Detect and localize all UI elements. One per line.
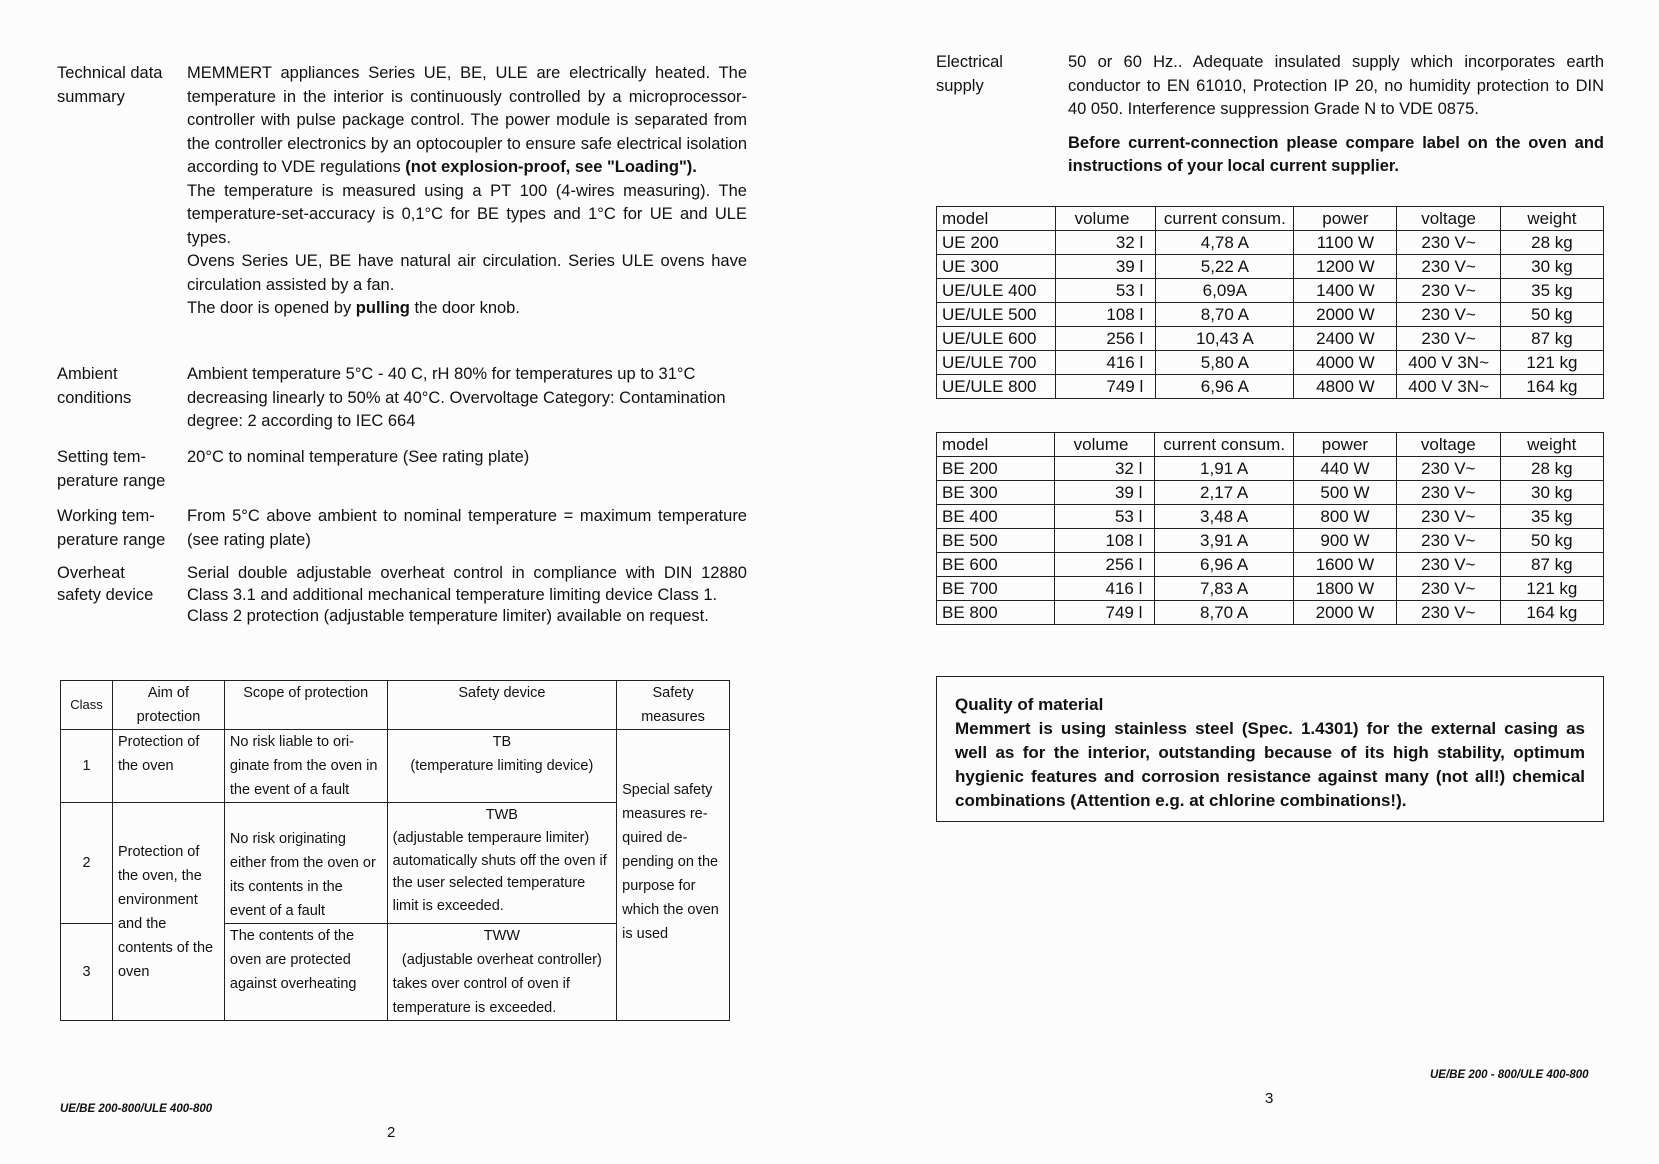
device-desc: (temperature limiting device) <box>410 758 594 774</box>
section-setting-temperature <box>57 446 747 493</box>
table-cell: 1800 W <box>1293 577 1396 601</box>
header-scope: Scope of protection <box>224 681 387 730</box>
table-cell: BE 400 <box>937 505 1055 529</box>
table-cell: 500 W <box>1293 481 1396 505</box>
table-cell: 400 V 3N~ <box>1397 351 1501 375</box>
table-cell: UE/ULE 500 <box>937 303 1056 327</box>
section-ambient-conditions <box>57 363 747 434</box>
table-row <box>937 303 1604 327</box>
table-cell: 121 kg <box>1500 577 1603 601</box>
section-overheat-safety <box>57 563 747 628</box>
section-label: Setting tem- perature range <box>57 448 166 490</box>
header-cell: power <box>1293 433 1396 457</box>
table-cell: 32 l <box>1055 231 1155 255</box>
table-cell: 2400 W <box>1294 327 1397 351</box>
table-cell: 50 kg <box>1500 303 1603 327</box>
header-cell: model <box>937 207 1056 231</box>
table-cell: 53 l <box>1055 279 1155 303</box>
section-paragraph: The temperature is measured using a PT 100 (4-wires measuring). The temperature-set-accuracy is 0,1°C for BE types and 1°C for UE and ULE types. <box>187 181 747 247</box>
table-header-row <box>937 207 1604 231</box>
header-cell: weight <box>1500 433 1603 457</box>
table-cell: 39 l <box>1055 255 1155 279</box>
class-cell: 2 <box>61 803 113 924</box>
table-cell: 230 V~ <box>1397 327 1501 351</box>
table-cell: 28 kg <box>1500 231 1603 255</box>
table-cell: 39 l <box>1054 481 1155 505</box>
table-row <box>937 351 1604 375</box>
section-label: Electrical supply <box>936 53 1003 95</box>
aim-cell: Protection of the oven, the environment and the contents of the oven <box>112 803 224 1021</box>
table-row <box>937 601 1604 625</box>
section-working-temperature <box>57 505 747 552</box>
table-cell: 1,91 A <box>1155 457 1294 481</box>
safety-class-table <box>60 680 730 1021</box>
class-cell: 1 <box>61 730 113 803</box>
table-cell: UE/ULE 700 <box>937 351 1056 375</box>
table-cell: 2000 W <box>1294 303 1397 327</box>
section-technical-data <box>57 62 747 321</box>
device-cell <box>387 730 617 803</box>
table-cell: 1400 W <box>1294 279 1397 303</box>
section-label: Ambient conditions <box>57 365 132 407</box>
table-cell: 50 kg <box>1500 529 1603 553</box>
table-cell: 8,70 A <box>1156 303 1294 327</box>
aim-cell: Protection of the oven <box>112 730 224 803</box>
header-cell: voltage <box>1397 207 1501 231</box>
table-cell: 164 kg <box>1500 601 1603 625</box>
quality-of-material-box <box>936 676 1604 822</box>
header-device: Safety device <box>387 681 617 730</box>
right-page-number: 3 <box>1265 1090 1274 1107</box>
table-cell: 8,70 A <box>1155 601 1294 625</box>
table-row <box>937 457 1604 481</box>
bold-note: Before current-connection please compare label on the oven and instructions of your local current supplier. <box>1068 133 1604 175</box>
device-name: TB <box>492 734 512 750</box>
device-desc: (adjustable overheat controller) <box>401 952 602 968</box>
table-cell: UE 200 <box>937 231 1056 255</box>
table-cell: 6,96 A <box>1156 375 1294 399</box>
header-aim: Aim of protection <box>112 681 224 730</box>
table-cell: 230 V~ <box>1397 279 1501 303</box>
section-label: Overheat safety device <box>57 564 154 604</box>
table-row <box>937 577 1604 601</box>
header-class: Class <box>61 681 113 730</box>
device-name: TWW <box>483 928 520 944</box>
table-cell: 7,83 A <box>1155 577 1294 601</box>
table-cell: 87 kg <box>1500 553 1603 577</box>
section-label: Working tem- perature range <box>57 507 166 549</box>
table-cell: 3,48 A <box>1155 505 1294 529</box>
section-paragraph: Serial double adjustable overheat control in compliance with DIN 12880 Class 3.1 and additional mechanical temperature limiting device Class 1. <box>187 564 747 604</box>
table-cell: 749 l <box>1055 375 1155 399</box>
table-cell: 256 l <box>1054 553 1155 577</box>
table-header-row <box>61 681 730 730</box>
section-paragraph: 20°C to nominal temperature (See rating plate) <box>187 448 530 466</box>
table-cell: 3,91 A <box>1155 529 1294 553</box>
table-cell: 749 l <box>1054 601 1155 625</box>
header-cell: current consum. <box>1156 207 1294 231</box>
header-measures: Safety measures <box>617 681 730 730</box>
section-paragraph: 50 or 60 Hz.. Adequate insulated supply which incorporates earth conductor to EN 61010, Protection IP 20, no humidity protection to DIN 40 050. Interference suppression Grade N to VDE 0875. <box>1068 53 1604 118</box>
table-cell: 230 V~ <box>1397 255 1501 279</box>
table-cell: 1600 W <box>1293 553 1396 577</box>
device-extra: takes over control of oven if temperature is exceeded. <box>392 976 570 1016</box>
section-label: Technical data summary <box>57 64 163 106</box>
table-cell: BE 600 <box>937 553 1055 577</box>
table-row <box>937 553 1604 577</box>
table-cell: 230 V~ <box>1396 457 1500 481</box>
scope-cell: No risk liable to ori- ginate from the oven in the event of a fault <box>224 730 387 803</box>
header-cell: volume <box>1055 207 1155 231</box>
class-cell: 3 <box>61 924 113 1021</box>
table-cell: 400 V 3N~ <box>1397 375 1501 399</box>
ue-ule-spec-table <box>936 206 1604 399</box>
quality-title: Quality of material <box>955 695 1104 714</box>
section-paragraph: Class 2 protection (adjustable temperature limiter) available on request. <box>187 607 709 625</box>
left-footer: UE/BE 200-800/ULE 400-800 <box>60 1103 213 1115</box>
section-paragraph: From 5°C above ambient to nominal temperature = maximum temperature (see rating plate) <box>187 507 747 549</box>
section-paragraph: MEMMERT appliances Series UE, BE, ULE are electrically heated. The temperature in the interior is continuously controlled by a microprocessor-controller with pulse package control. The power module is separated from the controller electronics by an optocoupler to ensure safe electrical isolation according to VDE regulations (not explosion-proof, see "Loading"). <box>187 64 747 176</box>
header-cell: power <box>1294 207 1397 231</box>
table-cell: 230 V~ <box>1397 303 1501 327</box>
device-cell <box>387 924 617 1021</box>
table-cell: UE 300 <box>937 255 1056 279</box>
table-cell: 108 l <box>1054 529 1155 553</box>
table-cell: 230 V~ <box>1396 505 1500 529</box>
table-cell: 164 kg <box>1500 375 1603 399</box>
table-cell: BE 500 <box>937 529 1055 553</box>
right-footer: UE/BE 200 - 800/ULE 400-800 <box>1430 1069 1589 1081</box>
table-cell: 440 W <box>1293 457 1396 481</box>
table-cell: 87 kg <box>1500 327 1603 351</box>
table-cell: 4,78 A <box>1156 231 1294 255</box>
table-header-row <box>937 433 1604 457</box>
table-cell: 900 W <box>1293 529 1396 553</box>
header-cell: current consum. <box>1155 433 1294 457</box>
device-cell <box>387 803 617 924</box>
table-cell: BE 800 <box>937 601 1055 625</box>
table-row <box>937 279 1604 303</box>
table-cell: BE 700 <box>937 577 1055 601</box>
section-paragraph: Ovens Series UE, BE have natural air circulation. Series ULE ovens have circulation assisted by a fan. <box>187 252 747 294</box>
table-cell: 121 kg <box>1500 351 1603 375</box>
be-spec-table <box>936 432 1604 625</box>
table-cell: 230 V~ <box>1396 553 1500 577</box>
table-row <box>937 231 1604 255</box>
left-page <box>0 0 780 1164</box>
table-row <box>937 327 1604 351</box>
table-cell: 53 l <box>1054 505 1155 529</box>
table-cell: 230 V~ <box>1396 577 1500 601</box>
table-row <box>61 730 730 803</box>
table-cell: 230 V~ <box>1396 481 1500 505</box>
table-cell: 6,09A <box>1156 279 1294 303</box>
table-cell: 108 l <box>1055 303 1155 327</box>
quality-text: Memmert is using stainless steel (Spec. 1.4301) for the external casing as well as for the interior, outstanding because of its high stability, optimum hygienic features and corrosion resistance against many (not all!) chemical combinations (Attention e.g. at chlorine combinations!). <box>955 719 1585 810</box>
header-cell: model <box>937 433 1055 457</box>
scope-cell: No risk originating either from the oven or its contents in the event of a fault <box>224 803 387 924</box>
table-cell: BE 300 <box>937 481 1055 505</box>
table-cell: 1100 W <box>1294 231 1397 255</box>
table-cell: 4000 W <box>1294 351 1397 375</box>
table-cell: 30 kg <box>1500 255 1603 279</box>
table-cell: 6,96 A <box>1155 553 1294 577</box>
header-cell: volume <box>1054 433 1155 457</box>
table-cell: 230 V~ <box>1397 231 1501 255</box>
table-cell: 416 l <box>1055 351 1155 375</box>
table-cell: 2000 W <box>1293 601 1396 625</box>
table-cell: 5,80 A <box>1156 351 1294 375</box>
scope-cell: The contents of the oven are protected against overheating <box>224 924 387 1021</box>
table-cell: UE/ULE 800 <box>937 375 1056 399</box>
table-cell: UE/ULE 400 <box>937 279 1056 303</box>
section-paragraph: The door is opened by pulling the door knob. <box>187 299 520 317</box>
device-name: TWB <box>485 807 518 823</box>
device-desc: (adjustable temperaure limiter) automatically shuts off the oven if the user selected temperature limit is exceeded. <box>392 830 607 914</box>
table-cell: 4800 W <box>1294 375 1397 399</box>
electrical-supply-section <box>936 51 1604 179</box>
table-row <box>937 505 1604 529</box>
table-cell: 30 kg <box>1500 481 1603 505</box>
table-cell: UE/ULE 600 <box>937 327 1056 351</box>
table-cell: 256 l <box>1055 327 1155 351</box>
table-cell: 2,17 A <box>1155 481 1294 505</box>
table-cell: 800 W <box>1293 505 1396 529</box>
table-cell: 32 l <box>1054 457 1155 481</box>
table-cell: 28 kg <box>1500 457 1603 481</box>
table-cell: 35 kg <box>1500 505 1603 529</box>
table-row <box>937 529 1604 553</box>
table-row <box>937 255 1604 279</box>
table-cell: 230 V~ <box>1396 529 1500 553</box>
table-cell: BE 200 <box>937 457 1055 481</box>
header-cell: voltage <box>1396 433 1500 457</box>
table-cell: 35 kg <box>1500 279 1603 303</box>
section-paragraph: Ambient temperature 5°C - 40 C, rH 80% for temperatures up to 31°C decreasing linearly to 50% at 40°C. Overvoltage Category: Contamination degree: 2 according to IEC 664 <box>187 365 726 430</box>
table-row <box>937 375 1604 399</box>
table-cell: 230 V~ <box>1396 601 1500 625</box>
table-cell: 10,43 A <box>1156 327 1294 351</box>
header-cell: weight <box>1500 207 1603 231</box>
table-cell: 5,22 A <box>1156 255 1294 279</box>
table-row <box>937 481 1604 505</box>
table-cell: 416 l <box>1054 577 1155 601</box>
measures-cell: Special safety measures re- quired de- pending on the purpose for which the oven is used <box>617 730 730 1021</box>
table-cell: 1200 W <box>1294 255 1397 279</box>
left-page-number: 2 <box>387 1124 396 1141</box>
